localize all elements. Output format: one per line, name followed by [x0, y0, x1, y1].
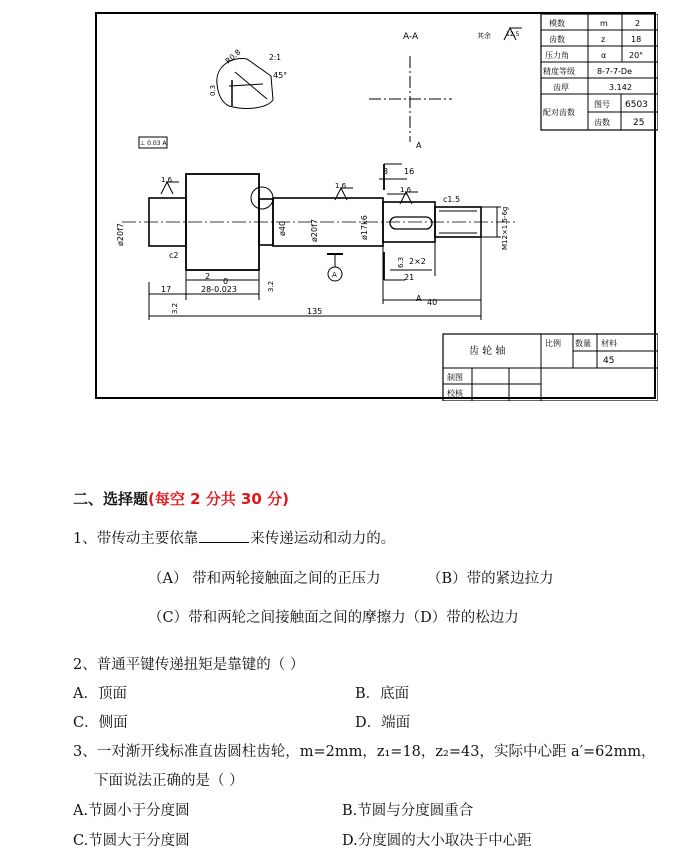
scale-label: 比例: [545, 339, 561, 348]
roughness-4: 3.2: [171, 302, 179, 314]
dim-len28: 28-0.023: [201, 285, 237, 294]
chamfer-radius: R0.8: [223, 47, 243, 66]
dim-d20f7-mid: ø20f7: [310, 219, 319, 242]
section-note: (每空 2 分共 30 分): [148, 490, 289, 508]
roughness-2: 1.6: [335, 182, 347, 190]
param-symbol-modulus: m: [600, 19, 608, 28]
q2-option-c: C．侧面: [73, 715, 128, 731]
dim-len17: 17: [161, 285, 172, 294]
dim-len3: 3: [383, 167, 389, 176]
mating-teeth-value: 25: [633, 118, 645, 128]
dim-len40: 40: [427, 298, 438, 307]
param-value-modulus: 2: [635, 19, 641, 28]
roughness-1: 1.6: [161, 176, 173, 184]
q2-option-d: D．端面: [355, 715, 411, 731]
rest-roughness-prefix: 其余: [477, 32, 491, 40]
dim-len16: 16: [404, 167, 415, 176]
view-label: A-A: [403, 32, 419, 42]
drawing-canvas: [97, 14, 658, 401]
material-label: 材料: [601, 339, 617, 348]
qty-label: 数量: [575, 339, 591, 348]
part-name: 齿 轮 轴: [469, 346, 506, 357]
checked-label: 校核: [447, 389, 463, 398]
param-value-thickness: 3.142: [609, 83, 632, 92]
q1-option-b: （B）带的紧边拉力: [427, 571, 554, 587]
q3-option-b: B.节圆与分度圆重合: [342, 803, 474, 819]
param-label-modulus: 模数: [549, 19, 565, 28]
question-3-stem: 3、一对渐开线标准直齿圆柱齿轮，m=2mm，z₁=18，z₂=43，实际中心距 a′=62mm，: [73, 744, 656, 760]
question-1-stem: [73, 527, 395, 548]
dim-d20f7-left: ø20f7: [116, 223, 125, 246]
param-symbol-angle: α: [601, 51, 607, 60]
q1-option-a: （A） 带和两轮接触面之间的正压力: [148, 571, 381, 587]
param-label-angle: 压力角: [545, 51, 569, 60]
mating-label: 配对齿数: [543, 108, 575, 117]
drawn-label: 制图: [447, 373, 463, 382]
chamfer-angle: 45°: [273, 71, 288, 80]
q1-stem-after: 来传递运动和动力的。: [250, 531, 396, 547]
param-value-teeth: 18: [631, 35, 642, 44]
section-title: 二、选择题: [73, 490, 149, 508]
mating-no-label: 图号: [594, 100, 610, 109]
q3-option-d: D.分度圆的大小取决于中心距: [342, 833, 532, 849]
material-value: 45: [603, 356, 615, 366]
dim-d17k6: ø17k6: [360, 215, 369, 240]
gear-shaft-drawing: [95, 12, 656, 399]
roughness-3: 1.6: [400, 186, 412, 194]
chamfer-depth: 0.3: [209, 84, 217, 96]
datum-frame: ⊥ 0.03 A: [140, 140, 167, 147]
dim-c15: c1.5: [443, 195, 461, 204]
q2-option-a: A．顶面: [73, 686, 127, 702]
q2-option-b: B．底面: [355, 686, 410, 702]
param-label-accuracy: 精度等级: [543, 67, 575, 76]
dim-len2: 2: [205, 272, 211, 281]
q3-option-c: C.节圆大于分度圆: [73, 833, 190, 849]
dim-len21: 21: [404, 273, 415, 282]
q1-option-cd: （C）带和两轮之间接触面之间的摩擦力（D）带的松边力: [148, 610, 519, 626]
question-2-stem: 2、普通平键传递扭矩是靠键的（ ）: [73, 657, 305, 673]
dim-len2x2: 2×2: [409, 257, 426, 266]
dim-c2: c2: [169, 251, 179, 260]
mating-no-value: 6503: [625, 100, 648, 110]
datum-letter: A: [332, 271, 337, 279]
question-3-stem-2: 下面说法正确的是（ ）: [94, 773, 244, 789]
param-symbol-teeth: z: [601, 35, 606, 44]
chamfer-ratio: 2:1: [269, 53, 282, 62]
dim-d40: ø40: [278, 220, 287, 236]
roughness-5: 3.2: [267, 280, 275, 292]
q3-option-a: A.节圆小于分度圆: [73, 803, 190, 819]
param-label-teeth: 齿数: [549, 35, 565, 44]
dim-len0: 0: [223, 277, 229, 286]
param-label-thickness: 齿厚: [553, 83, 569, 92]
q1-stem-before: 1、带传动主要依靠: [73, 531, 199, 547]
dim-len135: 135: [307, 307, 323, 316]
q1-blank: [199, 528, 249, 543]
mating-teeth-label: 齿数: [594, 118, 610, 127]
section-heading: [73, 488, 289, 509]
dim-thread: M12×1.5-6g: [501, 206, 509, 250]
rest-roughness-value: 12.5: [506, 31, 520, 38]
section-letter-top: A: [416, 141, 422, 150]
dim-len63: 6.3: [397, 256, 405, 268]
section-letter-bottom: A: [416, 294, 422, 303]
param-value-accuracy: 8-7-7-De: [597, 67, 633, 76]
param-value-angle: 20°: [629, 51, 644, 60]
